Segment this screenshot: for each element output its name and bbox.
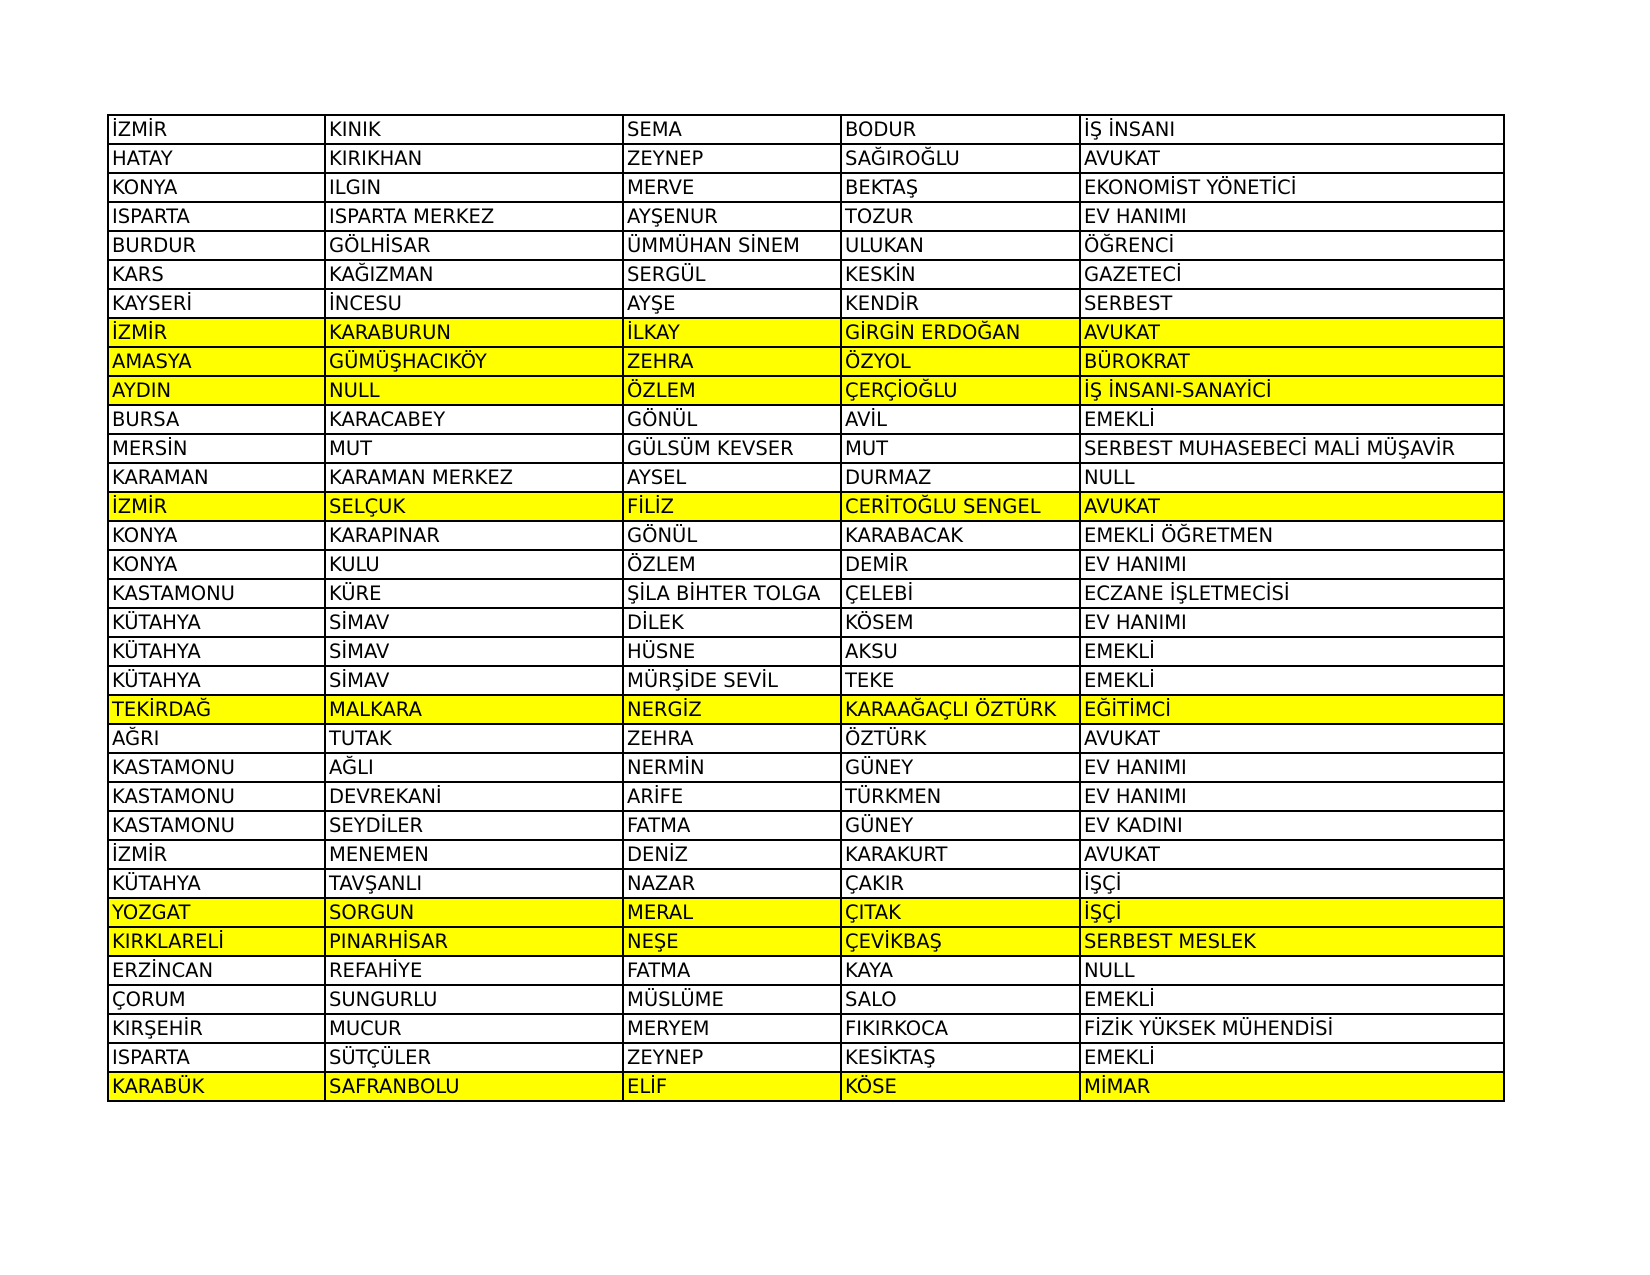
table-row-highlighted <box>108 492 1504 521</box>
last-name-cell: ÖZYOL <box>841 347 1080 376</box>
last-name-cell: TOZUR <box>841 202 1080 231</box>
last-name-cell: ULUKAN <box>841 231 1080 260</box>
occupation-cell: AVUKAT <box>1080 318 1504 347</box>
occupation-cell: İŞÇİ <box>1080 898 1504 927</box>
district-cell: GÜMÜŞHACIKÖY <box>325 347 623 376</box>
last-name-cell: TEKE <box>841 666 1080 695</box>
district-cell: SEYDİLER <box>325 811 623 840</box>
district-cell: SİMAV <box>325 666 623 695</box>
occupation-cell: EMEKLİ <box>1080 405 1504 434</box>
last-name-cell: ÇAKIR <box>841 869 1080 898</box>
district-cell: KIRIKHAN <box>325 144 623 173</box>
table-row <box>108 289 1504 318</box>
last-name-cell: GÜNEY <box>841 753 1080 782</box>
first-name-cell: FİLİZ <box>623 492 841 521</box>
last-name-cell: KARAAĞAÇLI ÖZTÜRK <box>841 695 1080 724</box>
district-cell: TUTAK <box>325 724 623 753</box>
city-cell: KONYA <box>108 550 325 579</box>
city-cell: KÜTAHYA <box>108 869 325 898</box>
district-cell: GÖLHİSAR <box>325 231 623 260</box>
occupation-cell: AVUKAT <box>1080 144 1504 173</box>
occupation-cell: EV HANIMI <box>1080 753 1504 782</box>
first-name-cell: ÖZLEM <box>623 376 841 405</box>
first-name-cell: ÜMMÜHAN SİNEM <box>623 231 841 260</box>
last-name-cell: AKSU <box>841 637 1080 666</box>
district-cell: REFAHİYE <box>325 956 623 985</box>
table-row <box>108 666 1504 695</box>
last-name-cell: KÖSE <box>841 1072 1080 1101</box>
last-name-cell: MUT <box>841 434 1080 463</box>
table-body <box>108 115 1504 1101</box>
first-name-cell: MERYEM <box>623 1014 841 1043</box>
occupation-cell: EĞİTİMCİ <box>1080 695 1504 724</box>
occupation-cell: EV HANIMI <box>1080 782 1504 811</box>
district-cell: SORGUN <box>325 898 623 927</box>
table-row <box>108 115 1504 144</box>
first-name-cell: ELİF <box>623 1072 841 1101</box>
last-name-cell: KESKİN <box>841 260 1080 289</box>
city-cell: ISPARTA <box>108 1043 325 1072</box>
first-name-cell: DİLEK <box>623 608 841 637</box>
occupation-cell: İŞ İNSANI-SANAYİCİ <box>1080 376 1504 405</box>
city-cell: HATAY <box>108 144 325 173</box>
occupation-cell: AVUKAT <box>1080 724 1504 753</box>
first-name-cell: ZEYNEP <box>623 1043 841 1072</box>
city-cell: KÜTAHYA <box>108 608 325 637</box>
last-name-cell: ÇITAK <box>841 898 1080 927</box>
table-row <box>108 231 1504 260</box>
district-cell: KULU <box>325 550 623 579</box>
first-name-cell: GÖNÜL <box>623 521 841 550</box>
city-cell: BURSA <box>108 405 325 434</box>
table-row-highlighted <box>108 695 1504 724</box>
city-cell: KIRŞEHİR <box>108 1014 325 1043</box>
city-cell: ERZİNCAN <box>108 956 325 985</box>
first-name-cell: ZEYNEP <box>623 144 841 173</box>
occupation-cell: NULL <box>1080 956 1504 985</box>
city-cell: MERSİN <box>108 434 325 463</box>
occupation-cell: FİZİK YÜKSEK MÜHENDİSİ <box>1080 1014 1504 1043</box>
first-name-cell: NEŞE <box>623 927 841 956</box>
district-cell: PINARHİSAR <box>325 927 623 956</box>
city-cell: KARS <box>108 260 325 289</box>
last-name-cell: TÜRKMEN <box>841 782 1080 811</box>
first-name-cell: MÜRŞİDE SEVİL <box>623 666 841 695</box>
table-row <box>108 173 1504 202</box>
city-cell: YOZGAT <box>108 898 325 927</box>
occupation-cell: EV HANIMI <box>1080 608 1504 637</box>
table-row <box>108 579 1504 608</box>
occupation-cell: ECZANE İŞLETMECİSİ <box>1080 579 1504 608</box>
last-name-cell: KÖSEM <box>841 608 1080 637</box>
district-cell: KARAPINAR <box>325 521 623 550</box>
table-row <box>108 608 1504 637</box>
district-cell: SUNGURLU <box>325 985 623 1014</box>
city-cell: KAYSERİ <box>108 289 325 318</box>
district-cell: SELÇUK <box>325 492 623 521</box>
table-row <box>108 550 1504 579</box>
city-cell: KÜTAHYA <box>108 666 325 695</box>
district-cell: KAĞIZMAN <box>325 260 623 289</box>
table-row <box>108 840 1504 869</box>
last-name-cell: CERİTOĞLU SENGEL <box>841 492 1080 521</box>
first-name-cell: FATMA <box>623 811 841 840</box>
first-name-cell: ÖZLEM <box>623 550 841 579</box>
table-row <box>108 869 1504 898</box>
district-cell: MALKARA <box>325 695 623 724</box>
last-name-cell: KARAKURT <box>841 840 1080 869</box>
table-row <box>108 637 1504 666</box>
occupation-cell: EMEKLİ <box>1080 1043 1504 1072</box>
last-name-cell: KESİKTAŞ <box>841 1043 1080 1072</box>
first-name-cell: NAZAR <box>623 869 841 898</box>
last-name-cell: BODUR <box>841 115 1080 144</box>
occupation-cell: ÖĞRENCİ <box>1080 231 1504 260</box>
first-name-cell: DENİZ <box>623 840 841 869</box>
district-cell: DEVREKANİ <box>325 782 623 811</box>
first-name-cell: NERMİN <box>623 753 841 782</box>
last-name-cell: BEKTAŞ <box>841 173 1080 202</box>
first-name-cell: AYSEL <box>623 463 841 492</box>
city-cell: İZMİR <box>108 115 325 144</box>
district-cell: KARACABEY <box>325 405 623 434</box>
occupation-cell: NULL <box>1080 463 1504 492</box>
occupation-cell: SERBEST MESLEK <box>1080 927 1504 956</box>
table-row-highlighted <box>108 1072 1504 1101</box>
occupation-cell: MİMAR <box>1080 1072 1504 1101</box>
last-name-cell: DURMAZ <box>841 463 1080 492</box>
first-name-cell: İLKAY <box>623 318 841 347</box>
table-row <box>108 405 1504 434</box>
city-cell: BURDUR <box>108 231 325 260</box>
table-row <box>108 782 1504 811</box>
last-name-cell: ÇELEBİ <box>841 579 1080 608</box>
city-cell: AĞRI <box>108 724 325 753</box>
last-name-cell: ÇERÇİOĞLU <box>841 376 1080 405</box>
table-row <box>108 463 1504 492</box>
first-name-cell: AYŞE <box>623 289 841 318</box>
district-cell: SÜTÇÜLER <box>325 1043 623 1072</box>
city-cell: KONYA <box>108 173 325 202</box>
table-row-highlighted <box>108 898 1504 927</box>
table-row <box>108 434 1504 463</box>
district-cell: MENEMEN <box>325 840 623 869</box>
last-name-cell: SAĞIROĞLU <box>841 144 1080 173</box>
first-name-cell: AYŞENUR <box>623 202 841 231</box>
occupation-cell: AVUKAT <box>1080 840 1504 869</box>
first-name-cell: NERGİZ <box>623 695 841 724</box>
first-name-cell: MERVE <box>623 173 841 202</box>
first-name-cell: ŞİLA BİHTER TOLGA <box>623 579 841 608</box>
occupation-cell: SERBEST MUHASEBECİ MALİ MÜŞAVİR <box>1080 434 1504 463</box>
occupation-cell: EMEKLİ ÖĞRETMEN <box>1080 521 1504 550</box>
district-cell: KARAMAN MERKEZ <box>325 463 623 492</box>
district-cell: ISPARTA MERKEZ <box>325 202 623 231</box>
occupation-cell: EMEKLİ <box>1080 985 1504 1014</box>
table-row <box>108 753 1504 782</box>
table-row-highlighted <box>108 347 1504 376</box>
district-cell: KÜRE <box>325 579 623 608</box>
first-name-cell: ARİFE <box>623 782 841 811</box>
table-row <box>108 1014 1504 1043</box>
district-cell: KARABURUN <box>325 318 623 347</box>
table-row <box>108 260 1504 289</box>
table-row <box>108 202 1504 231</box>
city-cell: AMASYA <box>108 347 325 376</box>
city-cell: ÇORUM <box>108 985 325 1014</box>
last-name-cell: SALO <box>841 985 1080 1014</box>
last-name-cell: DEMİR <box>841 550 1080 579</box>
occupation-cell: BÜROKRAT <box>1080 347 1504 376</box>
district-cell: ILGIN <box>325 173 623 202</box>
occupation-cell: EV HANIMI <box>1080 550 1504 579</box>
district-cell: TAVŞANLI <box>325 869 623 898</box>
last-name-cell: GÜNEY <box>841 811 1080 840</box>
first-name-cell: ZEHRA <box>623 724 841 753</box>
occupation-cell: EKONOMİST YÖNETİCİ <box>1080 173 1504 202</box>
last-name-cell: GİRGİN ERDOĞAN <box>841 318 1080 347</box>
last-name-cell: FIKIRKOCA <box>841 1014 1080 1043</box>
last-name-cell: ÖZTÜRK <box>841 724 1080 753</box>
district-cell: MUT <box>325 434 623 463</box>
table-row-highlighted <box>108 318 1504 347</box>
district-cell: AĞLI <box>325 753 623 782</box>
first-name-cell: FATMA <box>623 956 841 985</box>
table-row <box>108 956 1504 985</box>
table-row-highlighted <box>108 927 1504 956</box>
table-row <box>108 521 1504 550</box>
first-name-cell: GÜLSÜM KEVSER <box>623 434 841 463</box>
city-cell: TEKİRDAĞ <box>108 695 325 724</box>
district-cell: SİMAV <box>325 637 623 666</box>
city-cell: KARAMAN <box>108 463 325 492</box>
first-name-cell: SEMA <box>623 115 841 144</box>
table-row-highlighted <box>108 376 1504 405</box>
last-name-cell: KAYA <box>841 956 1080 985</box>
table-row <box>108 144 1504 173</box>
first-name-cell: SERGÜL <box>623 260 841 289</box>
occupation-cell: EMEKLİ <box>1080 637 1504 666</box>
first-name-cell: GÖNÜL <box>623 405 841 434</box>
first-name-cell: MERAL <box>623 898 841 927</box>
city-cell: KASTAMONU <box>108 782 325 811</box>
city-cell: KONYA <box>108 521 325 550</box>
city-cell: ISPARTA <box>108 202 325 231</box>
data-table <box>107 114 1505 1102</box>
last-name-cell: ÇEVİKBAŞ <box>841 927 1080 956</box>
city-cell: İZMİR <box>108 492 325 521</box>
table-row <box>108 1043 1504 1072</box>
district-cell: MUCUR <box>325 1014 623 1043</box>
city-cell: AYDIN <box>108 376 325 405</box>
occupation-cell: İŞÇİ <box>1080 869 1504 898</box>
district-cell: İNCESU <box>325 289 623 318</box>
first-name-cell: ZEHRA <box>623 347 841 376</box>
occupation-cell: AVUKAT <box>1080 492 1504 521</box>
city-cell: KIRKLARELİ <box>108 927 325 956</box>
city-cell: KARABÜK <box>108 1072 325 1101</box>
last-name-cell: KENDİR <box>841 289 1080 318</box>
last-name-cell: AVİL <box>841 405 1080 434</box>
district-cell: NULL <box>325 376 623 405</box>
occupation-cell: GAZETECİ <box>1080 260 1504 289</box>
table-row <box>108 985 1504 1014</box>
district-cell: SİMAV <box>325 608 623 637</box>
table-row <box>108 724 1504 753</box>
table-row <box>108 811 1504 840</box>
city-cell: KASTAMONU <box>108 811 325 840</box>
city-cell: İZMİR <box>108 840 325 869</box>
occupation-cell: SERBEST <box>1080 289 1504 318</box>
district-cell: SAFRANBOLU <box>325 1072 623 1101</box>
first-name-cell: MÜSLÜME <box>623 985 841 1014</box>
city-cell: KASTAMONU <box>108 579 325 608</box>
district-cell: KINIK <box>325 115 623 144</box>
city-cell: KÜTAHYA <box>108 637 325 666</box>
occupation-cell: EV KADINI <box>1080 811 1504 840</box>
occupation-cell: İŞ İNSANI <box>1080 115 1504 144</box>
city-cell: KASTAMONU <box>108 753 325 782</box>
last-name-cell: KARABACAK <box>841 521 1080 550</box>
occupation-cell: EMEKLİ <box>1080 666 1504 695</box>
occupation-cell: EV HANIMI <box>1080 202 1504 231</box>
city-cell: İZMİR <box>108 318 325 347</box>
first-name-cell: HÜSNE <box>623 637 841 666</box>
